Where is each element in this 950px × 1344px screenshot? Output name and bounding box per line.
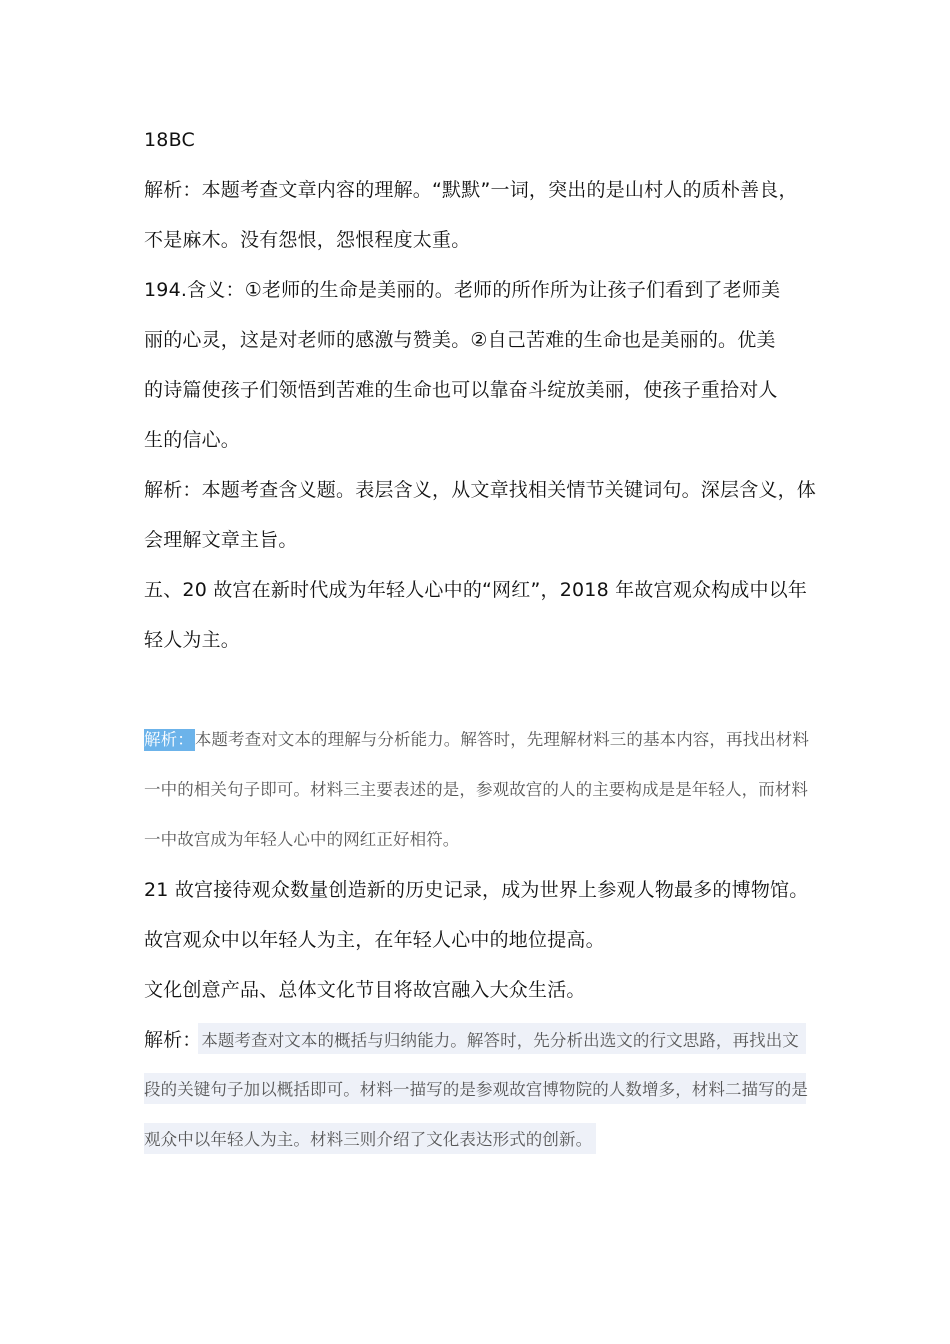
q21-answer-line-2: 故宫观众中以年轻人为主，在年轻人心中的地位提高。 [144,929,605,951]
q21-analysis-line-1 [144,1027,799,1054]
q19-analysis-line-1: 解析：本题考查含义题。表层含义，从文章找相关情节关键词句。深层含义，体 [144,479,817,501]
q19-answer-line-3: 的诗篇使孩子们领悟到苦难的生命也可以靠奋斗绽放美丽，使孩子重拾对人 [144,379,778,401]
q20-answer-line-1: 五、20 故宫在新时代成为年轻人心中的“网红”，2018 年故宫观众构成中以年 [144,579,808,601]
q20-analysis-label-selected[interactable]: 解析： [144,730,194,749]
q20-answer-line-2: 轻人为主。 [144,629,241,651]
q21-answer-line-1: 21 故宫接待观众数量创造新的历史记录，成为世界上参观人物最多的博物馆。 [144,879,809,901]
q21-analysis-line-3: 观众中以年轻人为主。材料三则介绍了文化表达形式的创新。 [144,1130,593,1149]
q18-analysis-line-2: 不是麻木。没有怨恨，怨恨程度太重。 [144,229,471,251]
q20-analysis-line-1[interactable] [144,727,809,753]
q20-analysis-line-3: 一中故宫成为年轻人心中的网红正好相符。 [144,830,460,849]
q19-analysis-line-2: 会理解文章主旨。 [144,529,298,551]
q18-analysis-line-1: 解析：本题考查文章内容的理解。“默默”一词，突出的是山村人的质朴善良， [144,179,798,201]
q21-analysis-label: 解析： [144,1029,202,1051]
q21-analysis-text-1: 本题考查对文本的概括与归纳能力。解答时，先分析出选文的行文思路，再找出文 [201,1031,799,1050]
q21-answer-line-3: 文化创意产品、总体文化节目将故宫融入大众生活。 [144,979,586,1001]
q18-answer: 18BC [144,129,195,151]
q19-answer-line-4: 生的信心。 [144,429,241,451]
q19-answer-line-2: 丽的心灵，这是对老师的感激与赞美。②自己苦难的生命也是美丽的。优美 [144,329,776,351]
q20-analysis-text-1: 本题考查对文本的理解与分析能力。解答时，先理解材料三的基本内容，再找出材料 [194,730,810,749]
q20-analysis-line-2: 一中的相关句子即可。材料三主要表述的是，参观故宫的人的主要构成是是年轻人，而材料 [144,780,808,799]
q21-analysis-line-2: 段的关键句子加以概括即可。材料一描写的是参观故宫博物院的人数增多，材料二描写的是 [144,1080,808,1099]
q19-answer-line-1: 194.含义：①老师的生命是美丽的。老师的所作所为让孩子们看到了老师美 [144,279,781,301]
